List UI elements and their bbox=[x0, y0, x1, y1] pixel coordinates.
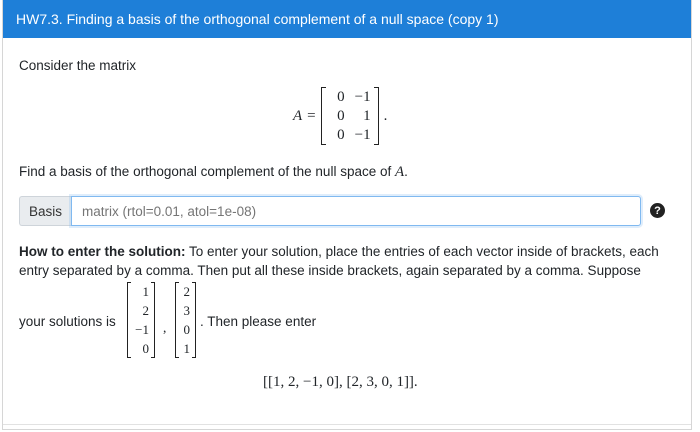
vector-entry: 2 bbox=[142, 303, 149, 318]
example-vector-2 bbox=[175, 282, 196, 358]
vector-comma: , bbox=[163, 320, 167, 335]
matrix-cell: −1 bbox=[354, 126, 371, 143]
basis-answer-input[interactable] bbox=[71, 196, 641, 226]
card-divider bbox=[3, 424, 691, 425]
vector-entry: 0 bbox=[142, 341, 149, 356]
instructions-line3-suffix: . Then please enter bbox=[200, 314, 317, 329]
matrix-cell: 0 bbox=[337, 107, 345, 124]
matrix-equation bbox=[293, 86, 387, 146]
vector-entry: 1 bbox=[183, 341, 190, 356]
question-prompt bbox=[19, 162, 408, 182]
help-icon[interactable]: ? bbox=[650, 203, 665, 218]
instructions-line1-text: To enter your solution, place the entries of each vector inside of brackets, each bbox=[185, 244, 659, 259]
vector-entry: −1 bbox=[135, 322, 149, 337]
matrix-period: . bbox=[383, 107, 388, 124]
vector-right-bracket bbox=[192, 282, 196, 358]
instructions-line1 bbox=[19, 242, 679, 262]
matrix-label: A bbox=[293, 107, 303, 124]
basis-label: Basis bbox=[19, 196, 71, 226]
matrix-left-bracket bbox=[321, 87, 326, 145]
equals-sign: = bbox=[307, 107, 316, 124]
matrix-entries bbox=[326, 88, 374, 145]
instructions-bold-lead: How to enter the solution: bbox=[19, 244, 186, 259]
prompt-suffix: . bbox=[404, 164, 408, 179]
instructions-line2: entry separated by a comma. Then put all these inside brackets, again separated by a comma. Suppose bbox=[19, 263, 641, 278]
prompt-prefix: Find a basis of the orthogonal complement of the null space of bbox=[19, 164, 395, 179]
example-answer: [[1, 2, −1, 0], [2, 3, 0, 1]]. bbox=[263, 374, 418, 390]
question-intro: Consider the matrix bbox=[19, 58, 137, 73]
instructions-line3-prefix: your solutions is bbox=[19, 314, 116, 329]
vector-entry: 1 bbox=[142, 284, 149, 299]
matrix-cell: 1 bbox=[363, 107, 371, 124]
vector-right-bracket bbox=[151, 282, 155, 358]
matrix-cell: 0 bbox=[337, 126, 345, 143]
vector-entry: 3 bbox=[183, 303, 190, 318]
prompt-variable: A bbox=[394, 164, 405, 180]
question-title: HW7.3. Finding a basis of the orthogonal complement of a null space (copy 1) bbox=[16, 11, 499, 27]
matrix-cell: −1 bbox=[354, 88, 371, 105]
matrix-right-bracket bbox=[374, 87, 379, 145]
question-title-bar bbox=[3, 0, 691, 38]
vector-entry: 2 bbox=[183, 284, 190, 299]
question-card bbox=[2, 0, 692, 430]
matrix-cell: 0 bbox=[337, 88, 345, 105]
example-vector-1 bbox=[127, 282, 155, 358]
vector-entry: 0 bbox=[183, 322, 190, 337]
answer-input-group bbox=[19, 196, 641, 226]
